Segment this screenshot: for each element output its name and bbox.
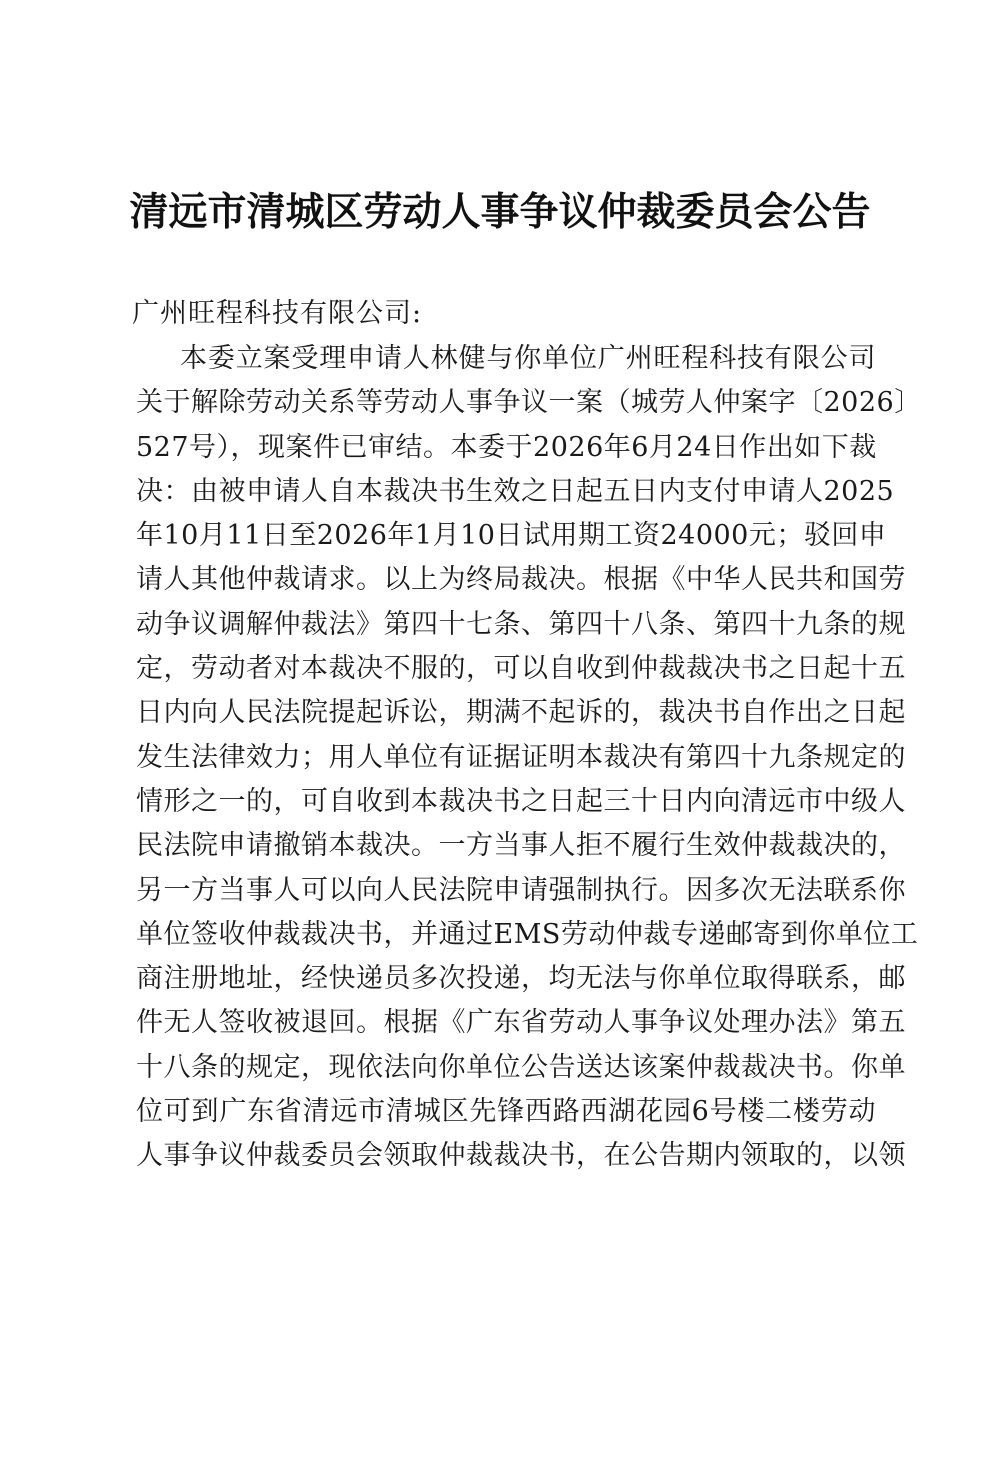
body-line: 十八条的规定，现依法向你单位公告送达该案仲裁裁决书。你单: [136, 1051, 906, 1083]
body-line: 商注册地址，经快递员多次投递，均无法与你单位取得联系，邮: [136, 963, 906, 995]
body-line: 发生法律效力；用人单位有证据证明本裁决有第四十九条规定的: [136, 741, 906, 773]
body-line: 日内向人民法院提起诉讼，期满不起诉的，裁决书自作出之日起: [136, 697, 906, 729]
body-line: 另一方当事人可以向人民法院申请强制执行。因多次无法联系你: [136, 874, 906, 906]
body-paragraph: [136, 337, 922, 1179]
body-line: 人事争议仲裁委员会领取仲裁裁决书，在公告期内领取的，以领: [136, 1140, 906, 1172]
body-line: 动争议调解仲裁法》第四十七条、第四十八条、第四十九条的规: [136, 608, 906, 640]
body-line: 本委立案受理申请人林健与你单位广州旺程科技有限公司: [180, 343, 876, 374]
body-line: 情形之一的，可自收到本裁决书之日起三十日内向清远市中级人: [136, 785, 906, 817]
body-line: 位可到广东省清远市清城区先锋西路西湖花园6号楼二楼劳动: [136, 1096, 876, 1128]
body-line: 请人其他仲裁请求。以上为终局裁决。根据《中华人民共和国劳: [136, 564, 906, 596]
body-line: 527号），现案件已审结。本委于2026年6月24日作出如下裁: [136, 431, 877, 463]
addressee: 广州旺程科技有限公司:: [132, 298, 423, 329]
body-line: 民法院申请撤销本裁决。一方当事人拒不履行生效仲裁裁决的，: [136, 830, 906, 862]
body-line: 决：由被申请人自本裁决书生效之日起五日内支付申请人2025: [136, 475, 895, 507]
body-line: 单位签收仲裁裁决书，并通过EMS劳动仲裁专递邮寄到你单位工: [136, 918, 919, 950]
body-line: 关于解除劳动关系等劳动人事争议一案（城劳人仲案字〔2026〕: [136, 387, 922, 419]
body-line: 年10月11日至2026年1月10日试用期工资24000元；驳回申: [136, 520, 887, 552]
body-line: 定，劳动者对本裁决不服的，可以自收到仲裁裁决书之日起十五: [136, 653, 906, 685]
document-title: 清远市清城区劳动人事争议仲裁委员会公告: [129, 189, 871, 235]
body-line: 件无人签收被退回。根据《广东省劳动人事争议处理办法》第五: [136, 1007, 906, 1039]
